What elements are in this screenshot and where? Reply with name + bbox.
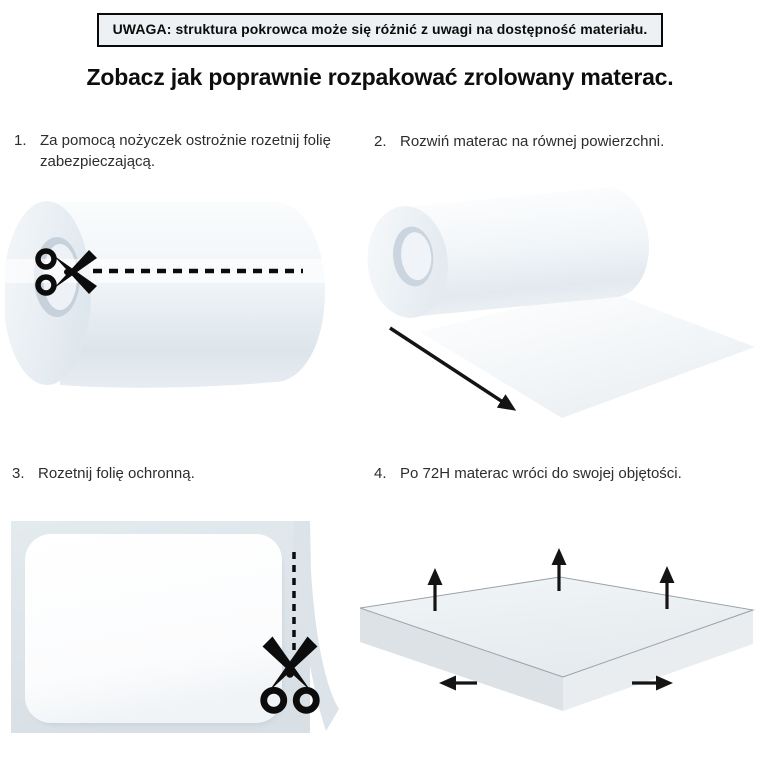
step-4-text: Po 72H materac wróci do swojej objętości. bbox=[400, 465, 682, 482]
step-4-number: 4. bbox=[374, 465, 387, 482]
step-3-caption bbox=[12, 463, 338, 484]
step-3-number: 3. bbox=[12, 465, 25, 482]
step-1-number: 1. bbox=[14, 132, 27, 149]
notice-banner-text: UWAGA: struktura pokrowca może się różnić z uwagi na dostępność materiału. bbox=[112, 21, 648, 37]
step-3-illustration-foil-cut bbox=[5, 516, 350, 746]
page-title: Zobacz jak poprawnie rozpakować zrolowany materac. bbox=[86, 64, 674, 90]
step-1-caption bbox=[14, 130, 332, 172]
step-2-text: Rozwiń materac na równej powierzchni. bbox=[400, 133, 665, 150]
step-4-caption bbox=[374, 463, 740, 484]
mattress-top-view bbox=[25, 534, 282, 723]
step-1-text: Za pomocą nożyczek ostrożnie rozetnij folię zabezpieczającą. bbox=[40, 132, 331, 170]
roll-body bbox=[60, 202, 325, 388]
step-1-illustration-rolled-mattress bbox=[5, 192, 335, 397]
step-2-caption bbox=[374, 131, 730, 152]
unrolling-mattress-graphic bbox=[363, 183, 755, 418]
foil-cut-graphic bbox=[11, 521, 339, 733]
step-4-illustration-expanding-mattress bbox=[360, 525, 760, 760]
step-2-number: 2. bbox=[374, 133, 387, 150]
rolled-mattress-graphic bbox=[5, 201, 335, 388]
step-3-text: Rozetnij folię ochronną. bbox=[38, 465, 195, 482]
expanding-mattress-graphic bbox=[360, 553, 753, 711]
step-2-illustration-unrolling-mattress bbox=[362, 162, 760, 430]
notice-banner bbox=[97, 13, 664, 47]
